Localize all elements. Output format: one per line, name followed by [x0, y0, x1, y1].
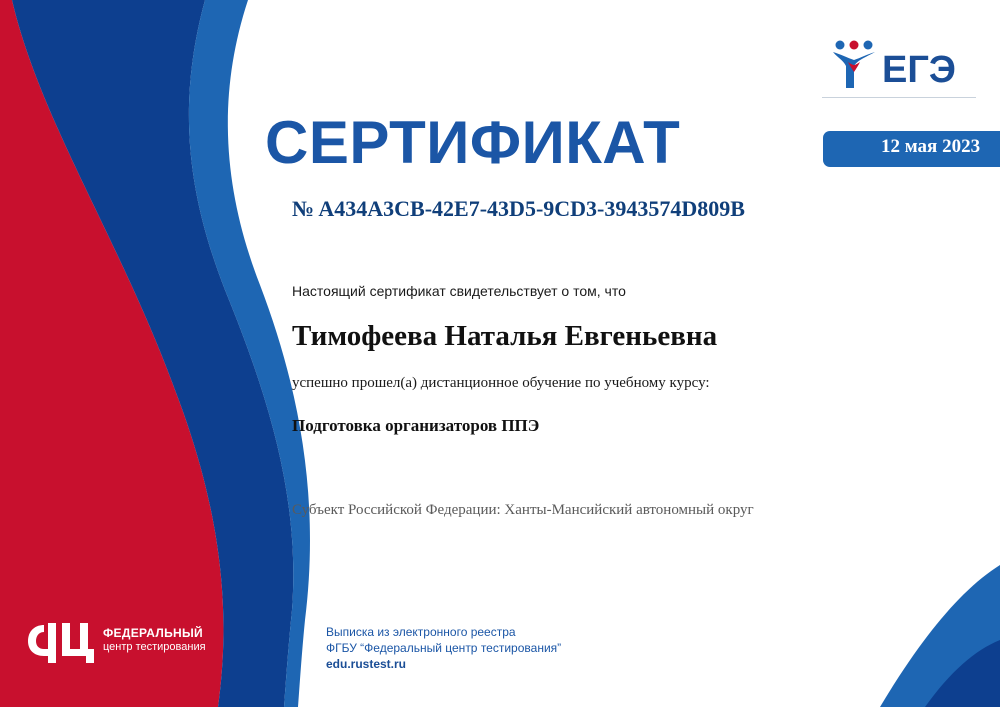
- registry-site-link[interactable]: edu.rustest.ru: [326, 657, 407, 671]
- fct-logo-line2: центр тестирования: [103, 641, 206, 653]
- region-line: Субъект Российской Федерации: Ханты-Мансийский автономный округ: [292, 502, 754, 518]
- certificate-title: СЕРТИФИКАТ: [265, 109, 681, 176]
- recipient-name: Тимофеева Наталья Евгеньевна: [292, 320, 718, 352]
- certificate-date: 12 мая 2023: [881, 136, 981, 157]
- certificate-number: № A434A3CB-42E7-43D5-9CD3-3943574D809B: [292, 196, 745, 221]
- fct-logo-text: [103, 626, 206, 654]
- completion-statement: успешно прошел(а) дистанционное обучение по учебному курсу:: [292, 375, 710, 391]
- extract-line1: Выписка из электронного реестра: [326, 625, 516, 639]
- extract-line2: ФГБУ “Федеральный центр тестирования”: [326, 641, 562, 655]
- people-icon: [833, 41, 875, 89]
- course-name: Подготовка организаторов ППЭ: [292, 416, 540, 435]
- registry-extract: [326, 624, 561, 672]
- fct-emblem-icon: [26, 619, 100, 667]
- ege-logo-text: ЕГЭ: [882, 49, 956, 91]
- fct-logo-line1: ФЕДЕРАЛЬНЫЙ: [103, 626, 203, 640]
- ege-logo: [828, 36, 978, 94]
- certificate-intro: Настоящий сертификат свидетельствует о том, что: [292, 283, 626, 299]
- logo-divider: [822, 97, 976, 98]
